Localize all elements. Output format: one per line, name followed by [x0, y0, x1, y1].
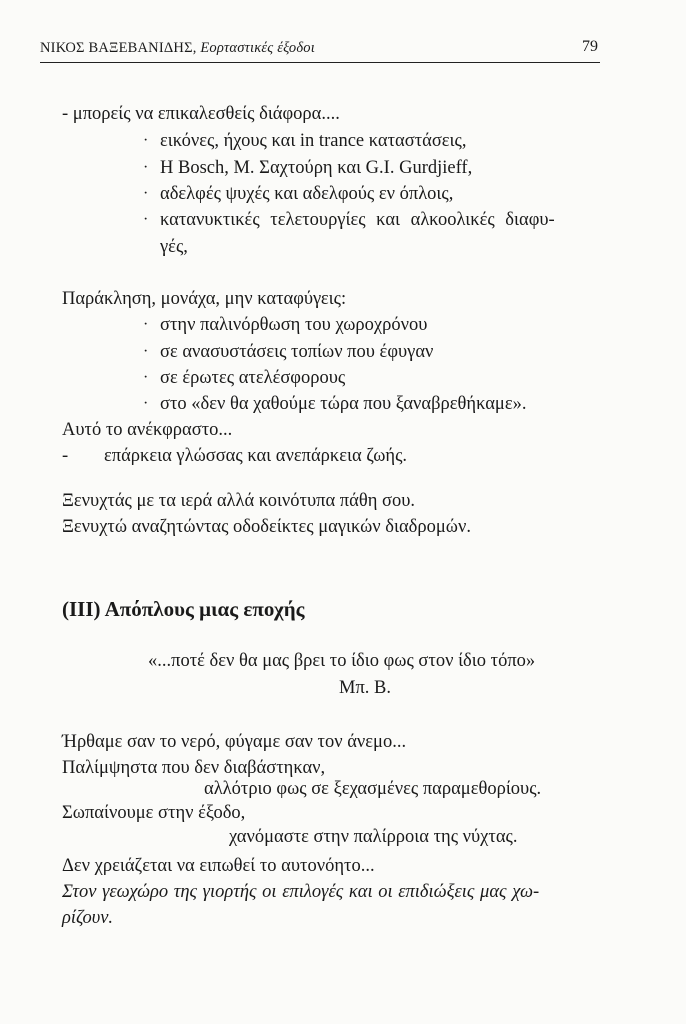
poem-line: Ήρθαμε σαν το νερό, φύγαμε σαν τον άνεμο... [62, 732, 407, 752]
block1-continuation: γές, [160, 237, 188, 257]
bullet-marker: · [143, 343, 149, 360]
poem-line: χανόμαστε στην παλίρροια της νύχτας. [229, 827, 518, 847]
bullet-marker: · [143, 316, 149, 333]
block2-item: σε ανασυστάσεις τοπίων που έφυγαν [160, 342, 434, 362]
poem-line: αλλότριο φως σε ξεχασμένες παραμεθορίους. [204, 779, 542, 799]
block2-item: σε έρωτες ατελέσφορους [160, 368, 346, 388]
bullet-marker: · [143, 132, 149, 149]
block2-item: στο «δεν θα χαθούμε τώρα που ξαναβρεθήκαμε». [160, 394, 527, 414]
block1-item: κατανυκτικές τελετουργίες και αλκοολικές διαφυ- [160, 210, 555, 230]
block2-item: στην παλινόρθωση του χωροχρόνου [160, 315, 428, 335]
page-number: 79 [582, 38, 598, 55]
poem-line: ρίζουν. [62, 908, 114, 928]
block1-intro: - μπορείς να επικαλεσθείς διάφορα.... [62, 104, 340, 124]
poem-line: Παλίμψηστα που δεν διαβάστηκαν, [62, 758, 326, 778]
block1-item: αδελφές ψυχές και αδελφούς εν όπλοις, [160, 184, 454, 204]
block1-item: εικόνες, ήχους και in trance καταστάσεις, [160, 131, 467, 151]
bullet-marker: · [143, 185, 149, 202]
epigraph-author: Μπ. Β. [339, 678, 392, 698]
block3-line1: Ξενυχτάς με τα ιερά αλλά κοινότυπα πάθη σου. [62, 491, 415, 511]
header-author: ΝΙΚΟΣ ΒΑΞΕΒΑΝΙΔΗΣ, [40, 40, 197, 56]
bullet-marker: · [143, 369, 149, 386]
poem-line: Στον γεωχώρο της γιορτής οι επιλογές και οι επιδιώξεις μας χω- [62, 882, 540, 902]
block1-item: Η Bosch, Μ. Σαχτούρη και G.I. Gurdjieff, [160, 158, 473, 178]
header-work-title: Εορταστικές έξοδοι [200, 40, 315, 56]
bullet-marker: · [143, 211, 149, 228]
block2-line-b: επάρκεια γλώσσας και ανεπάρκεια ζωής. [104, 446, 408, 466]
block2-intro: Παράκληση, μονάχα, μην καταφύγεις: [62, 289, 347, 309]
bullet-marker: · [143, 159, 149, 176]
block2-line-a: Αυτό το ανέκφραστο... [62, 420, 233, 440]
running-header [40, 38, 600, 63]
block3-line2: Ξενυχτώ αναζητώντας οδοδείκτες μαγικών διαδρομών. [62, 517, 471, 537]
section-title: (ΙΙΙ) Απόπλους μιας εποχής [62, 597, 305, 621]
header-author-and-work [40, 40, 315, 57]
dash-marker: - [62, 446, 69, 466]
poem-line: Δεν χρειάζεται να ειπωθεί το αυτονόητο... [62, 856, 375, 876]
bullet-marker: · [143, 395, 149, 412]
epigraph: «...ποτέ δεν θα μας βρει το ίδιο φως στον ίδιο τόπο» [148, 651, 536, 671]
poem-line: Σωπαίνουμε στην έξοδο, [62, 803, 246, 823]
